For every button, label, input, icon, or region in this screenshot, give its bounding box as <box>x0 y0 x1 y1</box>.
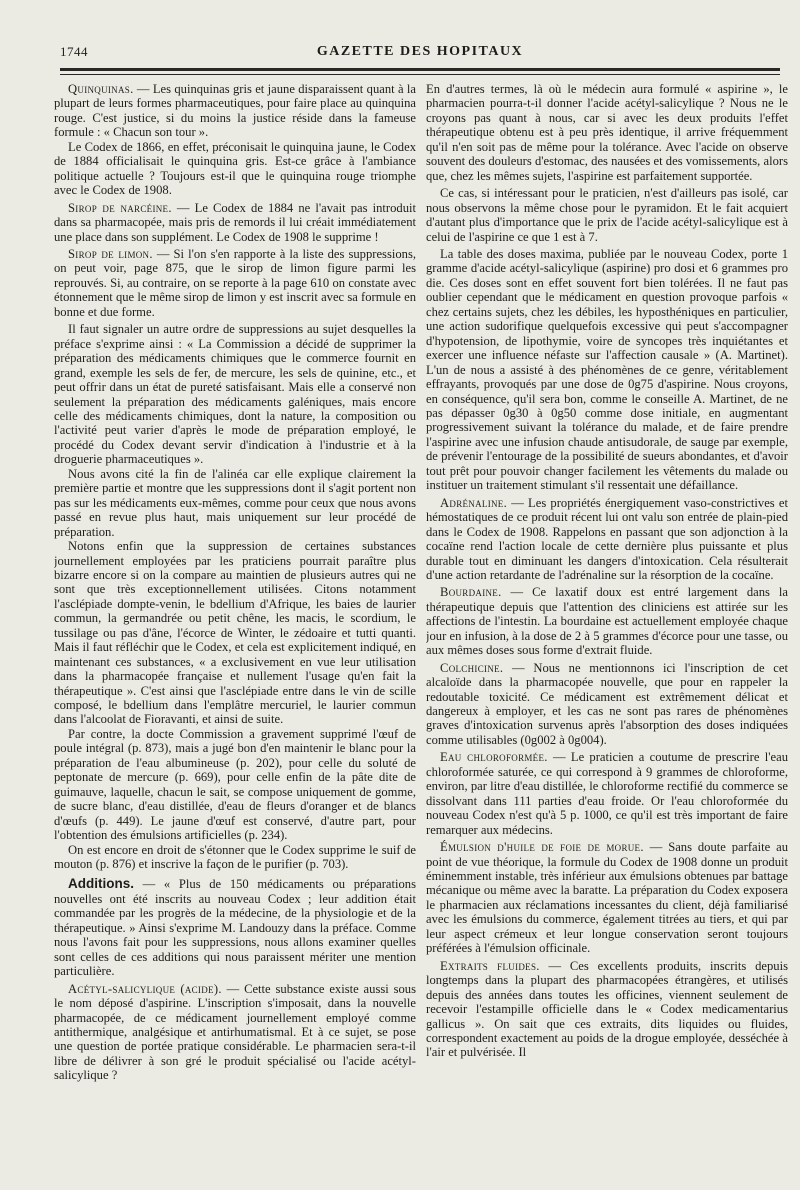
section-lead: Eau chloroformée. <box>440 750 548 765</box>
paragraph-text: La table des doses maxima, publiée par le nouveau Codex, porte 1 gramme d'acide acétyl-salicylique (aspirine) pro dosi et 6 grammes pro die. Ces doses sont en effet souvent fort bien tolérées. Il ne faut pas oublier cependant que le médicament en question provoque parfois « chez certains sujets, chez les débiles, les hyposthéniques en particulier, une action sudorifique quelquefois excessive qui peut s'accompagner d'hypotension, de lipothymie, voire de syncopes très inquiétantes et exercer une influence néfaste sur l'affection causale » (A. Martinet). L'un de nous a assisté à des phénomènes de ce genre, véritablement effrayants, provoqués par une dose de 0g75 d'aspirine. Nous croyons, en conséquence, qu'il sera bon, comme le conseille A. Martinet, de ne pas dépasser 0g30 à 0g50 comme dose initiale, en augmentant progressivement suivant la tolérance du malade, et de faire prendre l'aspirine avec une infusion chaude antisudorale, de sauge par exemple, de prévenir l'entourage de la possibilité de sueurs abondantes, et d'avoir tout prêt pour pouvoir changer facilement les vêtements du malade ou instituer un traitement stimulant s'il ressentait une défaillance. <box>426 246 788 493</box>
paragraph-text: — Si l'on s'en rapporte à la liste des suppressions, on peut voir, page 875, que le sirop de limon figure parmi les reprouvés. Si, au contraire, on se reporte à la page 610 on constate avec étonnement que le même sirop de limon y est inscrit avec sa formule en bonne et due forme. <box>54 246 416 319</box>
section-lead: Sirop de limon. <box>68 246 153 261</box>
section-lead: Bourdaine. <box>440 585 502 600</box>
running-title: GAZETTE DES HOPITAUX <box>316 44 524 59</box>
paragraph-text: — Ce laxatif doux est entré largement dans la thérapeutique depuis que l'attention des cliniciens est attirée sur les affections de l'intestin. La bourdaine est actuellement employée chaque jour en infusion, à la dose de 2 à 5 grammes d'écorce pour une tasse, ou aux mêmes doses sous forme d'extrait fluide. <box>426 585 788 658</box>
paragraph <box>54 877 416 978</box>
paragraph-text: — Sans doute parfaite au point de vue théorique, la formule du Codex de 1908 donne un produit éminemment instable, très inférieur aux émulsions obtenues par battage mécanique ou même avec la baratte. La préparation du Codex exposera le pharmacien aux réclamations incessantes du client, déjà familiarisé avec les émulsions du commerce, également titrées au tiers, et qui par leur aspect crémeux et leur longue conservation seront toujours préférées à l'émulsion officinale. <box>426 840 788 956</box>
paragraph <box>54 247 416 319</box>
section-lead: Adrénaline. <box>440 495 508 510</box>
paragraph <box>54 201 416 244</box>
paragraph <box>54 140 416 198</box>
paragraph <box>426 585 788 657</box>
paragraph-text: — Les quinquinas gris et jaune disparaissent quant à la plupart de leurs formes pharmaceutiques, pour faire place au quinquina rouge. C'est justice, si du moins la justice réside dans la fameuse formule : « Chacun son tour ». <box>54 82 416 140</box>
paragraph-text: — « Plus de 150 médicaments ou préparations nouvelles ont été inscrits au nouveau Codex ; leur addition était commandée par les progrès de la médecine, de la physiologie et de la thérapeutique. » Ainsi s'exprime M. Landouzy dans la préface. Comme nous l'avons fait pour les suppressions, nous allons examiner quelles sont celles de ces additions qui nous paraissent mériter une mention particulière. <box>54 877 416 979</box>
paragraph <box>426 840 788 956</box>
paragraph <box>54 322 416 467</box>
paragraph <box>54 539 416 727</box>
paragraph-text: On est encore en droit de s'étonner que le Codex supprime le suif de mouton (p. 876) et inscrive la façon de le purifier (p. 703). <box>54 842 416 872</box>
paragraph-text: Nous avons cité la fin de l'alinéa car elle explique clairement la première partie et montre que les suppressions dont il s'agit portent non pas sur les médicaments eux-mêmes, comme pour ceux que nous avons passé en revue plus haut, mais uniquement sur leur procédé de préparation. <box>54 466 416 539</box>
paragraph <box>54 843 416 872</box>
paragraph <box>426 959 788 1060</box>
left-column <box>54 82 416 1157</box>
paragraph <box>426 496 788 583</box>
paragraph <box>54 82 416 140</box>
page-number: 1744 <box>60 44 88 59</box>
header-rule-thin <box>60 74 780 75</box>
right-column <box>426 82 788 1157</box>
paragraph-text: Notons enfin que la suppression de certaines substances journellement employées par les praticiens pourrait paraître plus bizarre encore si on la compare au maintien de plusieurs autres qui ne sont que très exceptionnellement utilisées. Citons notamment l'asclépiade dompte-venin, le bdellium d'Afrique, les baies de laurier commun, la germandrée ou petit chêne, les macis, le scordium, le tussilage ou pas d'âne, l'écorce de Winter, le zédoaire et tutti quanti. Mais il faut réfléchir que le Codex, et cela est explicitement indiqué, en maintenant ces substances, « a exclusivement en vue leur utilisation dans la pharmacopée française et nullement l'usage qu'en fait la thérapeutique ». C'est ainsi que l'asclépiade entre dans le vin de scille composé, le bdellium dans l'emplâtre mercuriel, le laurier commun dans l'alcoolat de Fioravanti, et ainsi de suite. <box>54 539 416 727</box>
paragraph-text: — Le praticien a coutume de prescrire l'eau chloroformée saturée, ce qui correspond à 9 grammes de chloroforme, environ, par litre d'eau distillée, le chloroforme rectifié du commerce se dissolvant dans 111 parties d'eau froide. Or l'eau chloroformée du nouveau Codex n'est qu'à 5 p. 1000, ce qu'il est très important de faire remarquer aux médecins. <box>426 750 788 837</box>
section-lead: Colchicine. <box>440 660 504 675</box>
page-header <box>60 44 780 64</box>
paragraph <box>54 727 416 843</box>
paragraph-text: Ce cas, si intéressant pour le praticien, n'est d'ailleurs pas isolé, car nous observons la même chose pour le pyramidon. Et le fait acquiert d'autant plus d'importance que le prix de l'acide acétyl-salicylique est à celui de l'aspirine ce que 1 est à 7. <box>426 186 788 244</box>
paragraph-text: — Cette substance existe aussi sous le nom déposé d'aspirine. L'inscription s'imposait, dans la nouvelle pharmacopée, de ce médicament journellement employé comme antithermique, analgésique et antirhumatismal. Et à ce sujet, se pose une question de portée pratique considérable. Le pharmacien sera-t-il libre de délivrer à son gré le produit spécialisé ou l'acide acétyl-salicylique ? <box>54 981 416 1083</box>
paragraph-text: — Ces excellents produits, inscrits depuis longtemps dans la plupart des pharmacopées étrangères, et utilisés depuis des années dans toutes les officines, viennent seulement de recevoir l'estampille officielle dans le « Codex medicamentarius gallicus ». On sait que ces extraits, dits liquides ou fluides, correspondent exactement au poids de la drogue employée, desséchée à l'air et pulvérisée. Il <box>426 958 788 1060</box>
paragraph-text: Par contre, la docte Commission a gravement supprimé l'œuf de poule intégral (p. 873), mais a jugé bon d'en maintenir le blanc pour la préparation de l'eau albumineuse (p. 202), pour celle du soluté de peptonate de mercure (p. 669), pour celle enfin de la pâte dite de guimauve, laquelle, chacun le sait, se compose uniquement de gomme, de sucre blanc, d'eau distillée, d'eau de fleurs d'oranger et de blancs d'œufs (p. 449). Le jaune d'œuf est conservé, d'autre part, pour l'obtention des émulsions artificielles (p. 234). <box>54 726 416 843</box>
header-rule-thick <box>60 68 780 71</box>
paragraph-text: En d'autres termes, là où le médecin aura formulé « aspirine », le pharmacien pourra-t-il donner l'acide acétyl-salicylique ? Nous ne le croyons pas quant à nous, car si avec les deux produits l'effet thérapeutique obtenu est à peu près identique, il arrive fréquemment qu'il n'en soit pas de même pour la tolérance. Avec l'acide on observe souvent des douleurs d'estomac, des nausées et des vomissements, alors que, chez les mêmes sujets, l'aspirine est parfaitement supportée. <box>426 82 788 183</box>
section-lead: Acétyl-salicylique (acide). <box>68 981 222 996</box>
paragraph-text: — Les propriétés énergiquement vaso-constrictives et hémostatiques de ce produit récent lui ont valu son entrée de plain-pied dans le Codex de 1908. Rappelons en passant que son adjonction à la cocaïne rend l'action locale de cette dernière plus puissante et plus durable tout en diminuant les dangers d'intoxication. Cela résulterait d'une action retardante de l'adrénaline sur la résorption de la cocaïne. <box>426 495 788 582</box>
paragraph <box>426 82 788 183</box>
paragraph <box>426 247 788 493</box>
section-lead: Extraits fluides. <box>440 958 540 973</box>
paragraph <box>54 467 416 539</box>
section-lead: Émulsion d'huile de foie de morue. <box>440 840 644 855</box>
paragraph <box>426 186 788 244</box>
paragraph <box>426 750 788 837</box>
paragraph <box>426 661 788 748</box>
paragraph-text: — Le Codex de 1884 ne l'avait pas introduit dans sa pharmacopée, mais pris de remords il lui créait immédiatement une place dans son supplément. Le Codex de 1908 le supprime ! <box>54 200 416 244</box>
paragraph-text: — Nous ne mentionnons ici l'inscription de cet alcaloïde dans la pharmacopée nouvelle, que pour en rappeler la redoutable toxicité. Ce médicament est extrêmement délicat et dangereux à employer, et les cas ne sont pas rares de phénomènes graves d'intoxication survenus après l'absorption des doses indiquées comme utilisables (0g002 à 0g004). <box>426 660 788 747</box>
section-lead: Quinquinas. <box>68 82 134 96</box>
paragraph-text: Le Codex de 1866, en effet, préconisait le quinquina jaune, le Codex de 1884 officialisait le quinquina gris. Est-ce grâce à l'ambiance politique actuelle ? Toujours est-il que le quinquina rouge triomphe avec le Codex de 1908. <box>54 139 416 198</box>
section-lead: Sirop de narcéine. <box>68 200 172 215</box>
section-heading: Additions. <box>68 876 134 892</box>
paragraph-text: Il faut signaler un autre ordre de suppressions au sujet desquelles la préface s'exprime ainsi : « La Commission a décidé de supprimer la préparation des médicaments chimiques que le commerce fournit en grand, exemple les sels de fer, de mercure, les sels de quinine, etc., et peut offrir dans un état de pureté satisfaisant. Mais elle a conservé non seulement la préparation des médicaments galéniques, mais encore celle des médicaments chimiques, dont la nature, la composition ou l'activité peut varier d'après le mode de préparation employé, le procédé du Codex devant servir d'indication à l'industrie et à la droguerie pharmaceutiques ». <box>54 322 416 467</box>
paragraph <box>54 982 416 1083</box>
